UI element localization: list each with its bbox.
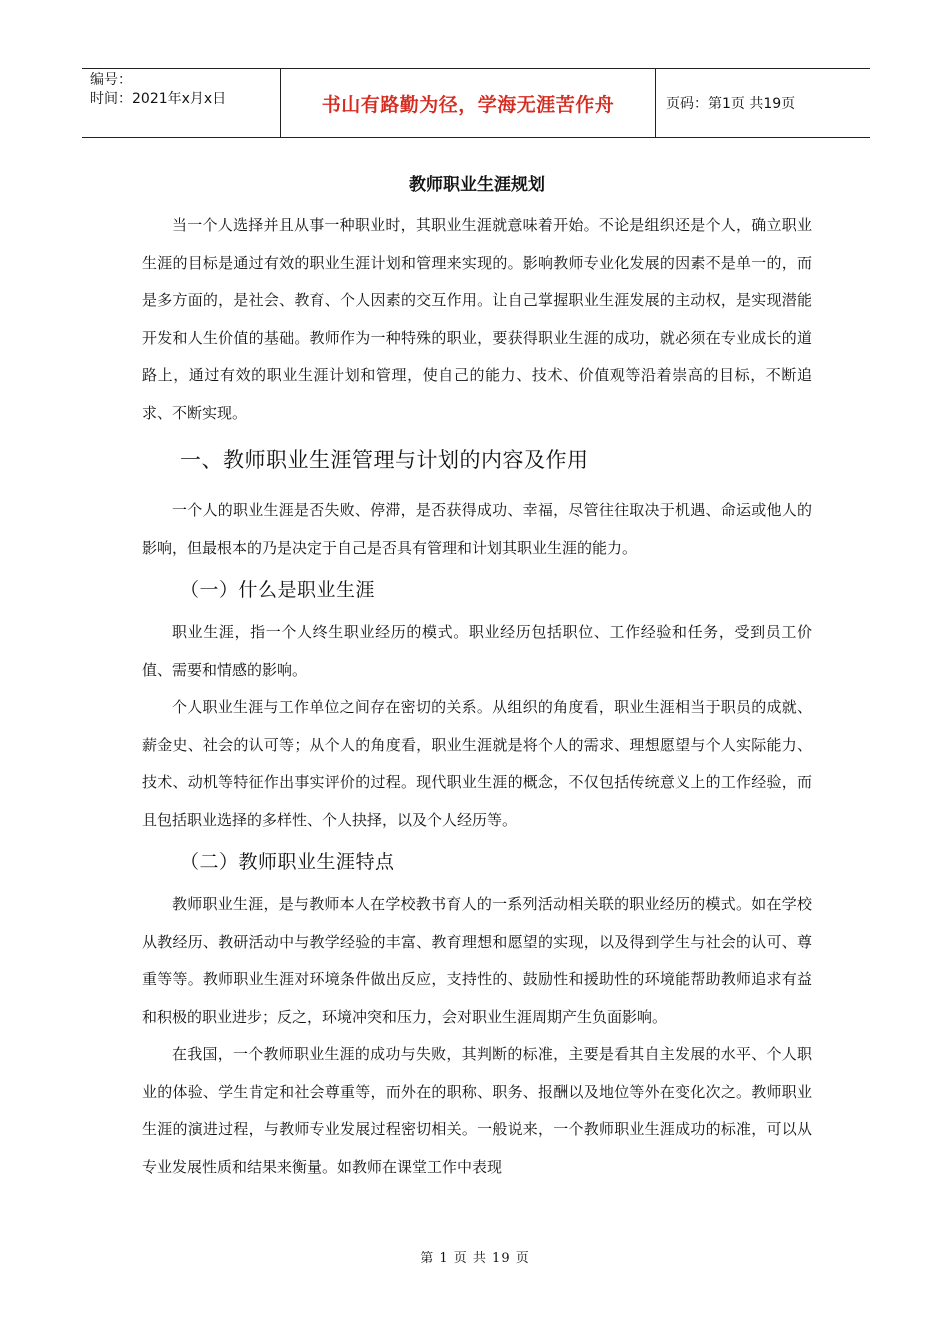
intro-paragraph: 当一个人选择并且从事一种职业时，其职业生涯就意味着开始。不论是组织还是个人，确立职业生涯的目标是通过有效的职业生涯计划和管理来实现的。影响教师专业化发展的因素不是单一的，而是多方面的，是社会、教育、个人因素的交互作用。让自己掌握职业生涯发展的主动权，是实现潜能开发和人生价值的基础。教师作为一种特殊的职业，要获得职业生涯的成功，就必须在专业成长的道路上，通过有效的职业生涯计划和管理，使自己的能力、技术、价值观等沿着崇高的目标，不断追求、不断实现。: [142, 216, 812, 422]
subsection-1-paragraph-1: 职业生涯，指一个人终生职业经历的模式。职业经历包括职位、工作经验和任务，受到员工价值、需要和情感的影响。: [142, 623, 812, 679]
subsection-2-heading: （二）教师职业生涯特点: [180, 851, 395, 873]
number-label: 编号：: [90, 72, 132, 88]
document-header: [82, 68, 870, 138]
subsection-1-heading: （一）什么是职业生涯: [180, 579, 376, 601]
document-body: [142, 170, 812, 1186]
date-label: 时间：2021年x月x日: [90, 91, 227, 107]
header-motto: 书山有路勤为径，学海无涯苦作舟: [280, 69, 656, 137]
page-footer: 第 1 页 共 19 页: [420, 1251, 530, 1266]
subsection-2-paragraph-1: 教师职业生涯，是与教师本人在学校教书育人的一系列活动相关联的职业经历的模式。如在学校从教经历、教研活动中与教学经验的丰富、教育理想和愿望的实现，以及得到学生与社会的认可、尊重等等。教师职业生涯对环境条件做出反应，支持性的、鼓励性和援助性的环境能帮助教师追求有益和积极的职业进步；反之，环境冲突和压力，会对职业生涯周期产生负面影响。: [142, 895, 812, 1026]
section-1-heading: 一、教师职业生涯管理与计划的内容及作用: [180, 448, 589, 472]
header-page-info: 页码：第1页 共19页: [666, 96, 796, 112]
document-title: 教师职业生涯规划: [409, 175, 545, 195]
subsection-2-paragraph-2: 在我国，一个教师职业生涯的成功与失败，其判断的标准，主要是看其自主发展的水平、个人职业的体验、学生肯定和社会尊重等，而外在的职称、职务、报酬以及地位等外在变化次之。教师职业生涯的演进过程，与教师专业发展过程密切相关。一般说来，一个教师职业生涯成功的标准，可以从专业发展性质和结果来衡量。如教师在课堂工作中表现: [142, 1045, 812, 1176]
subsection-1-paragraph-2: 个人职业生涯与工作单位之间存在密切的关系。从组织的角度看，职业生涯相当于职员的成就、薪金史、社会的认可等；从个人的角度看，职业生涯就是将个人的需求、理想愿望与个人实际能力、技术、动机等特征作出事实评价的过程。现代职业生涯的概念，不仅包括传统意义上的工作经验，而且包括职业选择的多样性、个人抉择，以及个人经历等。: [142, 698, 812, 829]
header-meta: [82, 69, 280, 137]
section-1-paragraph: 一个人的职业生涯是否失败、停滞，是否获得成功、幸福，尽管往往取决于机遇、命运或他人的影响，但最根本的乃是决定于自己是否具有管理和计划其职业生涯的能力。: [142, 501, 812, 557]
